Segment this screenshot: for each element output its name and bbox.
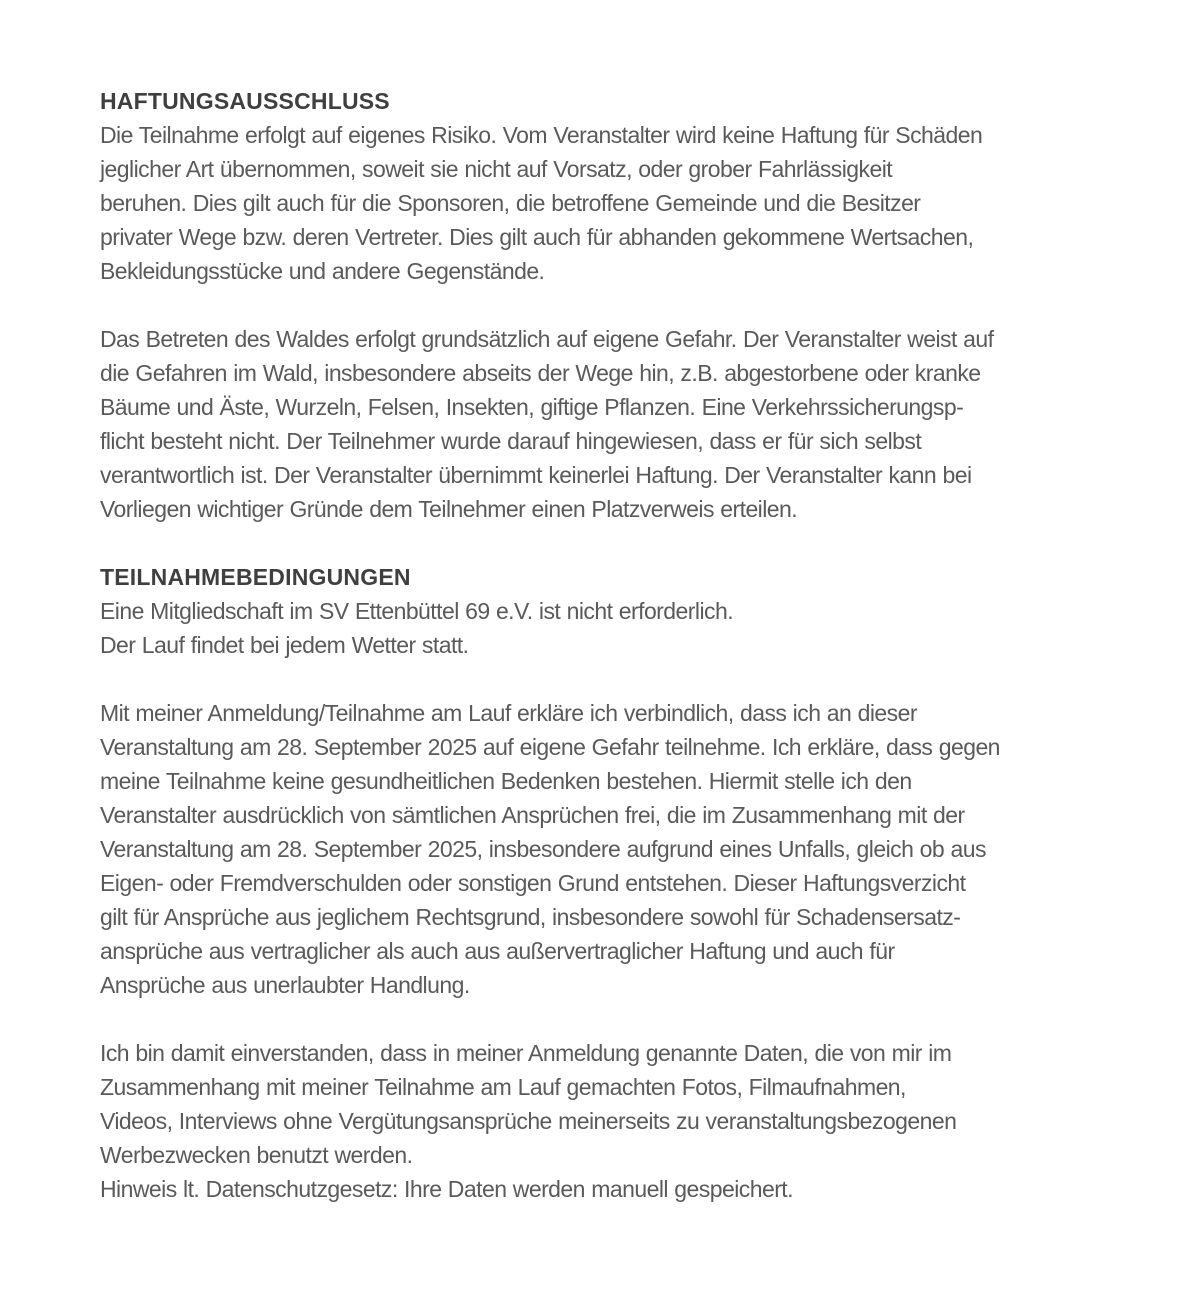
- paragraph-spacer: [100, 288, 1140, 322]
- text-line: meine Teilnahme keine gesundheitlichen Bedenken bestehen. Hiermit stelle ich den: [100, 768, 912, 794]
- teilnahme-paragraph-2: [100, 696, 1140, 1002]
- text-line: Ansprüche aus unerlaubter Handlung.: [100, 972, 470, 998]
- text-line: Ich bin damit einverstanden, dass in meiner Anmeldung genannte Daten, die von mir im: [100, 1040, 952, 1066]
- text-line: Veranstaltung am 28. September 2025, insbesondere aufgrund eines Unfalls, gleich ob aus: [100, 836, 986, 862]
- paragraph-spacer: [100, 1002, 1140, 1036]
- text-line: Videos, Interviews ohne Vergütungsansprüche meinerseits zu veranstaltungsbezogenen: [100, 1108, 957, 1134]
- text-line: die Gefahren im Wald, insbesondere abseits der Wege hin, z.B. abgestorbene oder kranke: [100, 360, 981, 386]
- text-line: gilt für Ansprüche aus jeglichem Rechtsgrund, insbesondere sowohl für Schadensersatz-: [100, 904, 961, 930]
- paragraph-spacer: [100, 662, 1140, 696]
- text-line: verantwortlich ist. Der Veranstalter übernimmt keinerlei Haftung. Der Veranstalter kann bei: [100, 462, 972, 488]
- text-line: flicht besteht nicht. Der Teilnehmer wurde darauf hingewiesen, dass er für sich selbst: [100, 428, 922, 454]
- text-line: Eine Mitgliedschaft im SV Ettenbüttel 69 e.V. ist nicht erforderlich.: [100, 598, 734, 624]
- text-line: Das Betreten des Waldes erfolgt grundsätzlich auf eigene Gefahr. Der Veranstalter weist auf: [100, 326, 994, 352]
- document-page: [100, 84, 1140, 1206]
- text-line: Mit meiner Anmeldung/Teilnahme am Lauf erkläre ich verbindlich, dass ich an dieser: [100, 700, 917, 726]
- teilnahme-paragraph-1: [100, 594, 1140, 662]
- text-line: Werbezwecken benutzt werden.: [100, 1142, 413, 1168]
- text-line: privater Wege bzw. deren Vertreter. Dies gilt auch für abhanden gekommene Wertsachen,: [100, 224, 974, 250]
- text-line: Veranstalter ausdrücklich von sämtlichen Ansprüchen frei, die im Zusammenhang mit der: [100, 802, 965, 828]
- text-line: Zusammenhang mit meiner Teilnahme am Lauf gemachten Fotos, Filmaufnahmen,: [100, 1074, 906, 1100]
- text-line: Hinweis lt. Datenschutzgesetz: Ihre Daten werden manuell gespeichert.: [100, 1176, 793, 1202]
- text-line: Vorliegen wichtiger Gründe dem Teilnehmer einen Platzverweis erteilen.: [100, 496, 798, 522]
- text-line: Der Lauf findet bei jedem Wetter statt.: [100, 632, 469, 658]
- text-line: Eigen- oder Fremdverschulden oder sonstigen Grund entstehen. Dieser Haftungsverzicht: [100, 870, 966, 896]
- text-line: Veranstaltung am 28. September 2025 auf eigene Gefahr teilnehme. Ich erkläre, dass gegen: [100, 734, 1000, 760]
- heading-teilnahmebedingungen: TEILNAHMEBEDINGUNGEN: [100, 564, 411, 590]
- text-line: Bekleidungsstücke und andere Gegenstände.: [100, 258, 545, 284]
- text-line: beruhen. Dies gilt auch für die Sponsoren, die betroffene Gemeinde und die Besitzer: [100, 190, 921, 216]
- section-spacer: [100, 526, 1140, 560]
- heading-haftungsausschluss: HAFTUNGSAUSSCHLUSS: [100, 88, 390, 114]
- text-line: Die Teilnahme erfolgt auf eigenes Risiko. Vom Veranstalter wird keine Haftung für Schäden: [100, 122, 983, 148]
- haftung-paragraph-1: [100, 118, 1140, 288]
- text-line: ansprüche aus vertraglicher als auch aus außervertraglicher Haftung und auch für: [100, 938, 895, 964]
- haftung-paragraph-2: [100, 322, 1140, 526]
- text-line: jeglicher Art übernommen, soweit sie nicht auf Vorsatz, oder grober Fahrlässigkeit: [100, 156, 893, 182]
- text-line: Bäume und Äste, Wurzeln, Felsen, Insekten, giftige Pflanzen. Eine Verkehrssicherungsp-: [100, 394, 964, 420]
- teilnahme-paragraph-3: [100, 1036, 1140, 1206]
